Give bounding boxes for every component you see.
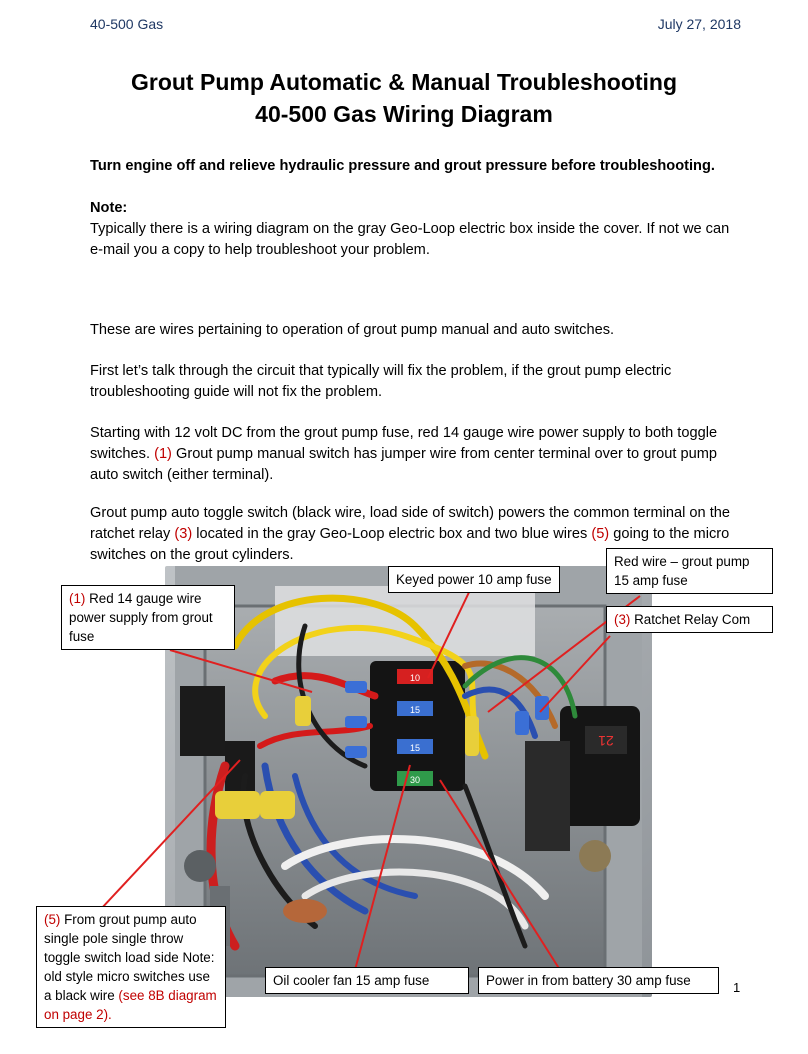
paragraph-intro: These are wires pertaining to operation of grout pump manual and auto switches. xyxy=(90,322,615,338)
callout-micro-switch-wires xyxy=(36,906,226,1028)
callout-red-power-wire xyxy=(61,585,235,650)
reference-marker: (5) xyxy=(44,912,61,927)
wiring-box-illustration xyxy=(165,566,652,997)
callout-grout-pump-fuse: Red wire – grout pump 15 amp fuse xyxy=(606,548,773,594)
callout-text: From grout pump auto single pole single throw toggle switch load side Note: old style micro switches use a black wire xyxy=(44,912,215,1003)
reference-marker: (1) xyxy=(69,591,86,606)
ratchet-relay xyxy=(560,706,640,826)
fuse-15-a-label: 15 xyxy=(409,705,421,715)
fuse-10-label: 10 xyxy=(409,673,421,683)
reference-marker: (5) xyxy=(591,526,610,542)
reference-marker: (3) xyxy=(614,612,631,627)
page-2-reference: (see 8B diagram on page 2). xyxy=(44,988,217,1022)
note-text: Typically there is a wiring diagram on the gray Geo-Loop electric box inside the cover. If not we can e-mail you a copy to help troubleshoot your problem. xyxy=(90,221,730,258)
text-run: located in the gray Geo-Loop electric box and two blue wires xyxy=(192,526,592,542)
paragraph-power-supply xyxy=(90,423,740,486)
header-doc-code: 40-500 Gas xyxy=(90,16,164,32)
callout-battery-fuse: Power in from battery 30 amp fuse xyxy=(478,967,719,994)
note-label: Note: xyxy=(90,200,128,216)
page-title xyxy=(0,66,808,130)
text-run: Grout pump manual switch has jumper wire from center terminal over to grout pump auto switch (either terminal). xyxy=(90,446,717,483)
paragraph-circuit: First let’s talk through the circuit that typically will fix the problem, if the grout pump electric troubleshooting guide will not fix the problem. xyxy=(90,363,672,400)
wiring-box-photo xyxy=(165,566,652,997)
relay-label: 21 xyxy=(598,733,614,749)
text-run: Starting with 12 volt DC from the grout pump fuse, red 14 gauge wire power supply to both toggle switches. xyxy=(90,425,718,462)
callout-oil-cooler-fuse: Oil cooler fan 15 amp fuse xyxy=(265,967,469,994)
page-number: 1 xyxy=(733,980,741,995)
fuse-30-label: 30 xyxy=(409,775,421,785)
title-line-1: Grout Pump Automatic & Manual Troubleshooting xyxy=(130,69,678,95)
text-run: going to the micro switches on the grout cylinders. xyxy=(90,526,730,563)
safety-warning: Turn engine off and relieve hydraulic pressure and grout pressure before troubleshooting. xyxy=(90,158,715,174)
title-line-2: 40-500 Gas Wiring Diagram xyxy=(255,101,553,127)
header-date: July 27, 2018 xyxy=(657,16,741,32)
fuse-15-b-label: 15 xyxy=(409,743,421,753)
callout-ratchet-relay-com xyxy=(606,606,773,633)
callout-keyed-power-fuse: Keyed power 10 amp fuse xyxy=(388,566,560,593)
reference-marker: (1) xyxy=(154,446,172,462)
callout-text: Red 14 gauge wire power supply from grout fuse xyxy=(69,591,213,644)
callout-text: Ratchet Relay Com xyxy=(630,612,751,627)
text-run: Grout pump auto toggle switch (black wire, load side of switch) powers the common terminal on the ratchet relay xyxy=(90,505,730,542)
reference-marker: (3) xyxy=(174,526,193,542)
